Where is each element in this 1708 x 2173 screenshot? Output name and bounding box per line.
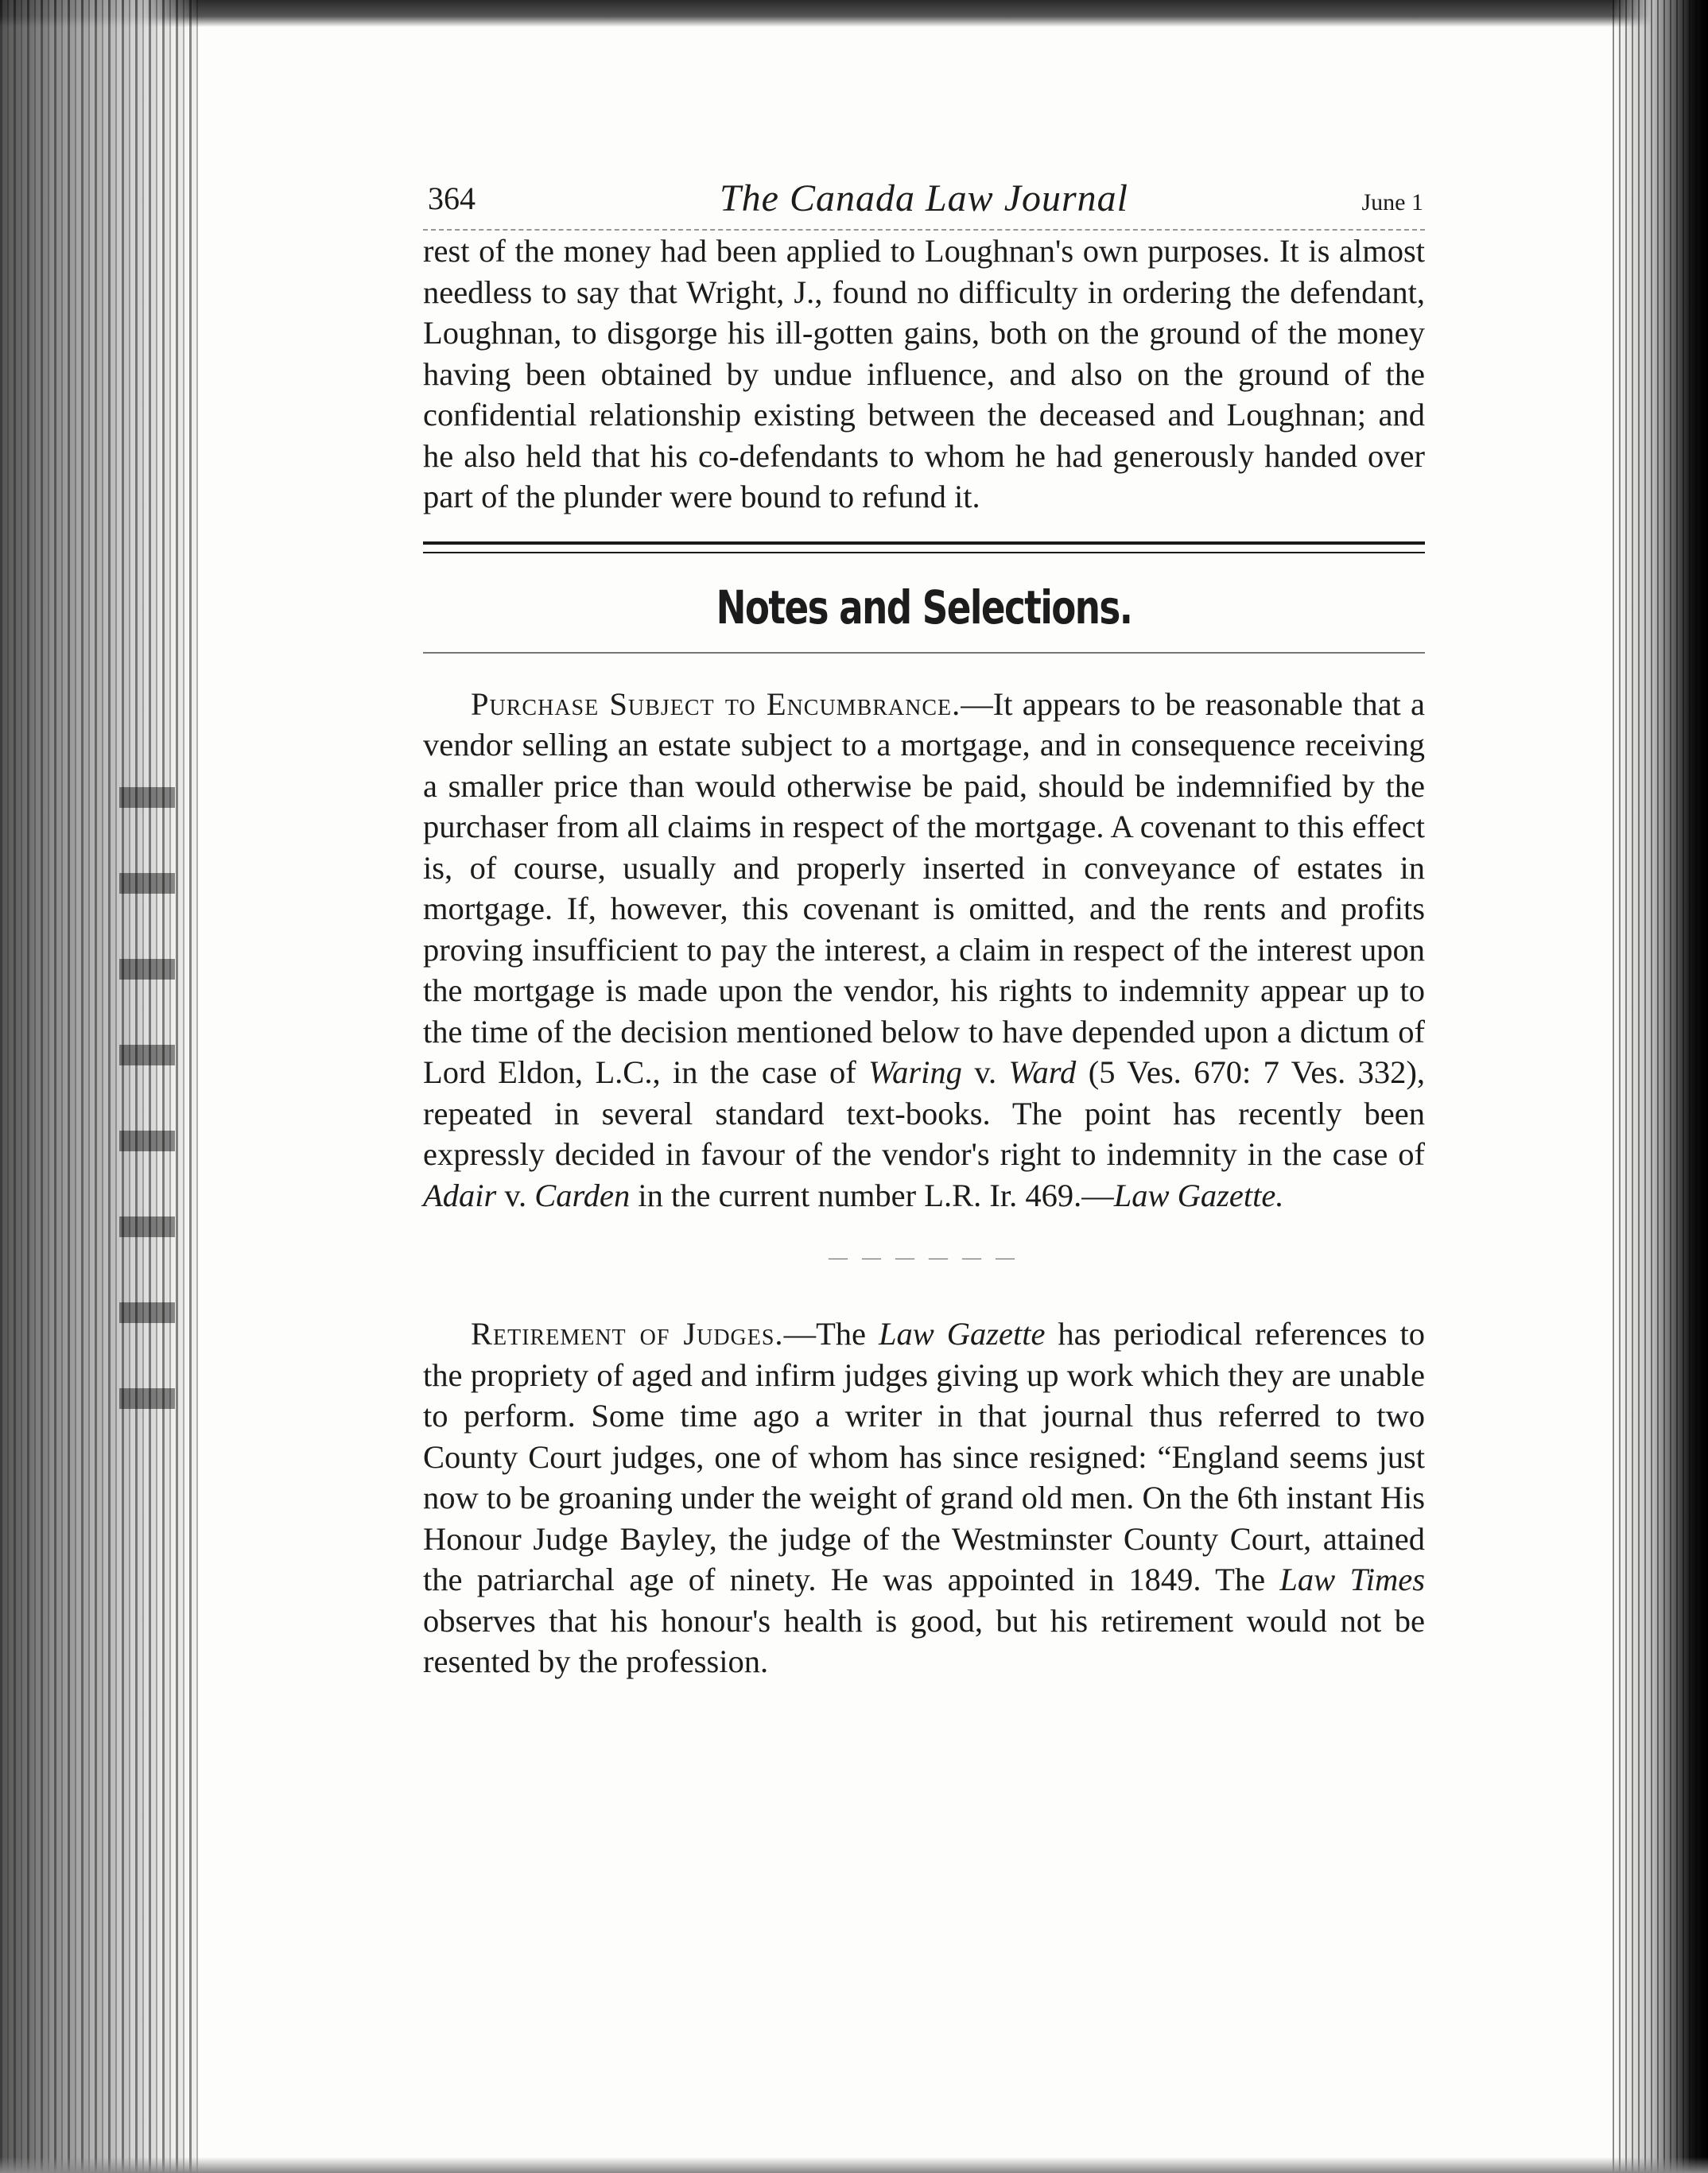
article-body [423, 231, 1425, 1682]
publication-name: Law Gazette [878, 1316, 1046, 1352]
case-name: Waring [868, 1054, 962, 1090]
section-double-rule [423, 541, 1425, 553]
header-rule [423, 229, 1425, 231]
case-name: Adair [423, 1177, 497, 1213]
purchase-title: Purchase Subject to Encumbrance. [471, 685, 961, 722]
source-citation: Law Gazette. [1113, 1177, 1284, 1213]
purchase-paragraph: Purchase Subject to Encumbrance.—It appears to be reasonable that a vendor selling an estate subject to a mortgage, and in consequence receiving a smaller price than would otherwise be paid, should be indemnified by the purchaser from all claims in respect of the mortgage. A covenant to this effect is, of course, usually and properly inserted in conveyance of estates in mortgage. If, however, this covenant is omitted, and the rents and profits proving insufficient to pay the interest, a claim in respect of the interest upon the mortgage is made upon the vendor, his rights to indemnity appear up to the time of the decision mentioned below to have depended upon a dictum of Lord Eldon, L.C., in the case of Waring v. Ward (5 Ves. 670: 7 Ves. 332), repeated in several standard text-books. The point has recently been expressly decided in favour of the vendor's right to indemnity in the case of Adair v. Carden in the current number L.R. Ir. 469.—Law Gazette. [423, 685, 1426, 1213]
retirement-paragraph: Retirement of Judges.—The Law Gazette has periodical references to the propriety of aged and infirm judges giving up work which they are unable to perform. Some time ago a writer in that journal thus referred to two County Court judges, one of whom has since resigned: “England seems just now to be groaning under the weight of grand old men. On the 6th instant His Honour Judge Bayley, the judge of the Westminster County Court, attained the patriarchal age of ninety. He was appointed in 1849. The Law Times observes that his honour's health is good, but his retirement would not be resented by the profession. [423, 1316, 1425, 1679]
case-name: Carden [534, 1177, 631, 1213]
carryover-paragraph: rest of the money had been applied to Loughnan's own purposes. It is almost needless to say that Wright, J., found no difficulty in ordering the defendant, Loughnan, to disgorge his ill-gotten gains, both on the ground of the money having been obtained by undue influence, and also on the ground of the confidential relationship existing between the deceased and Loughnan; and he also held that his co-defendants to whom he had generously handed over part of the plunder were bound to refund it. [423, 233, 1425, 514]
section-thin-rule [423, 652, 1425, 654]
retirement-title: Retirement of Judges. [471, 1316, 784, 1352]
article-separator: — — — — — — [829, 1248, 1019, 1268]
issue-date: June 1 [1361, 189, 1423, 215]
case-name: Ward [1008, 1054, 1077, 1090]
scan-bottom-shadow [0, 2157, 1708, 2173]
journal-title: The Canada Law Journal [719, 177, 1129, 219]
page-edge-shadow [1613, 0, 1708, 2173]
publication-name: Law Times [1279, 1562, 1425, 1597]
journal-page [423, 173, 1425, 1682]
running-header [423, 173, 1425, 229]
page-number: 364 [428, 180, 476, 216]
binding-marks [119, 787, 175, 1423]
scan-top-shadow [0, 0, 1708, 27]
section-heading: Notes and Selections. [716, 580, 1132, 634]
